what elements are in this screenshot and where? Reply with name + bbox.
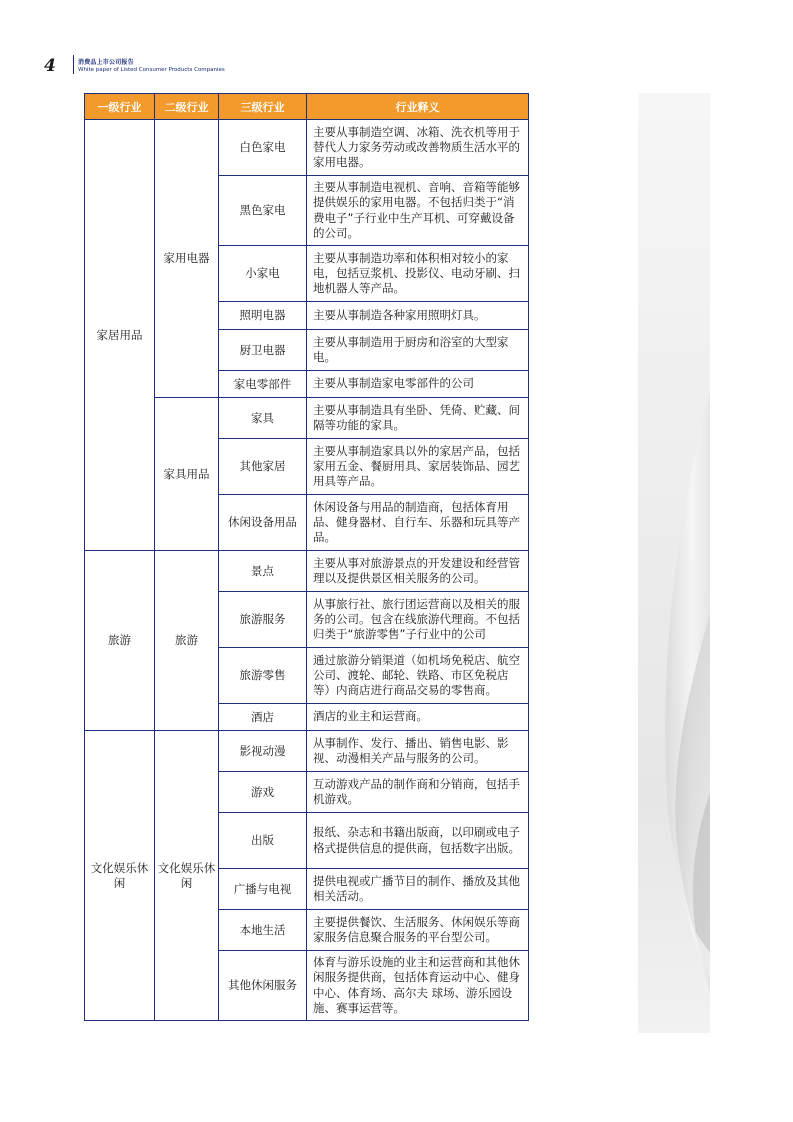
table-header-row (85, 94, 529, 120)
level2-cell: 文化娱乐休闲 (155, 731, 219, 1021)
header-level2: 二级行业 (155, 94, 219, 120)
definition-cell: 主要从事对旅游景点的开发建设和经营管理以及提供景区相关服务的公司。 (307, 551, 529, 592)
level3-cell: 家具 (219, 398, 307, 439)
level3-cell: 家电零部件 (219, 371, 307, 398)
header-divider (73, 55, 74, 74)
report-title-cn: 消费品上市公司报告 (78, 59, 134, 66)
definition-cell: 主要从事制造用于厨房和浴室的大型家电。 (307, 330, 529, 371)
definition-cell: 主要从事制造空调、冰箱、洗衣机等用于替代人力家务劳动或改善物质生活水平的家用电器。 (307, 120, 529, 176)
definition-cell: 提供电视或广播节目的制作、播放及其他相关活动。 (307, 869, 529, 910)
definition-cell: 互动游戏产品的制作商和分销商，包括手机游戏。 (307, 772, 529, 813)
definition-cell: 主要提供餐饮、生活服务、休闲娱乐等商家服务信息聚合服务的平台型公司。 (307, 910, 529, 951)
decorative-paper-fold (638, 93, 710, 1033)
definition-cell: 主要从事制造具有坐卧、凭倚、贮藏、间隔等功能的家具。 (307, 398, 529, 439)
level2-cell: 旅游 (155, 551, 219, 731)
level2-cell: 家具用品 (155, 398, 219, 551)
level3-cell: 酒店 (219, 704, 307, 731)
level3-cell: 黑色家电 (219, 176, 307, 246)
definition-cell: 休闲设备与用品的制造商，包括体育用品、健身器材、自行车、乐器和玩具等产品。 (307, 495, 529, 551)
level3-cell: 广播与电视 (219, 869, 307, 910)
definition-cell: 从事制作、发行、播出、销售电影、影视、动漫相关产品与服务的公司。 (307, 731, 529, 772)
level3-cell: 休闲设备用品 (219, 495, 307, 551)
definition-cell: 主要从事制造功率和体积相对较小的家电，包括豆浆机、投影仪、电动牙刷、扫地机器人等产品。 (307, 246, 529, 302)
level3-cell: 本地生活 (219, 910, 307, 951)
page-number: 4 (44, 56, 56, 76)
level1-cell: 文化娱乐休闲 (85, 731, 155, 1021)
definition-cell: 从事旅行社、旅行团运营商以及相关的服务的公司。包含在线旅游代理商。不包括归类于“旅游零售”子行业中的公司 (307, 592, 529, 648)
definition-cell: 主要从事制造各种家用照明灯具。 (307, 302, 529, 330)
level3-cell: 旅游服务 (219, 592, 307, 648)
level3-cell: 影视动漫 (219, 731, 307, 772)
header-level1: 一级行业 (85, 94, 155, 120)
table-row (85, 551, 529, 592)
level3-cell: 其他家居 (219, 439, 307, 495)
table-row (85, 120, 529, 176)
level3-cell: 小家电 (219, 246, 307, 302)
header-level3: 三级行业 (219, 94, 307, 120)
table-row (85, 731, 529, 772)
level3-cell: 景点 (219, 551, 307, 592)
level3-cell: 照明电器 (219, 302, 307, 330)
definition-cell: 体育与游乐设施的业主和运营商和其他休闲服务提供商，包括体育运动中心、健身中心、体育场、高尔夫 球场、游乐园设施、赛事运营等。 (307, 951, 529, 1021)
level3-cell: 旅游零售 (219, 648, 307, 704)
level3-cell: 游戏 (219, 772, 307, 813)
level3-cell: 白色家电 (219, 120, 307, 176)
level1-cell: 家居用品 (85, 120, 155, 551)
definition-cell: 通过旅游分销渠道（如机场免税店、航空公司、渡轮、邮轮、铁路、市区免税店等）内商店进行商品交易的零售商。 (307, 648, 529, 704)
definition-cell: 主要从事制造电视机、音响、音箱等能够提供娱乐的家用电器。不包括归类于“消费电子”子行业中生产耳机、可穿戴设备的公司。 (307, 176, 529, 246)
report-title-en: White paper of Listed Consumer Products Companies (78, 67, 225, 73)
level3-cell: 出版 (219, 813, 307, 869)
definition-cell: 报纸、杂志和书籍出版商，以印刷或电子格式提供信息的提供商，包括数字出版。 (307, 813, 529, 869)
level3-cell: 厨卫电器 (219, 330, 307, 371)
level2-cell: 家用电器 (155, 120, 219, 398)
header-definition: 行业释义 (307, 94, 529, 120)
level3-cell: 其他休闲服务 (219, 951, 307, 1021)
definition-cell: 主要从事制造家电零部件的公司 (307, 371, 529, 398)
definition-cell: 酒店的业主和运营商。 (307, 704, 529, 731)
industry-classification-table (84, 93, 529, 1021)
level1-cell: 旅游 (85, 551, 155, 731)
definition-cell: 主要从事制造家具以外的家居产品，包括家用五金、餐厨用具、家居装饰品、园艺用具等产品。 (307, 439, 529, 495)
